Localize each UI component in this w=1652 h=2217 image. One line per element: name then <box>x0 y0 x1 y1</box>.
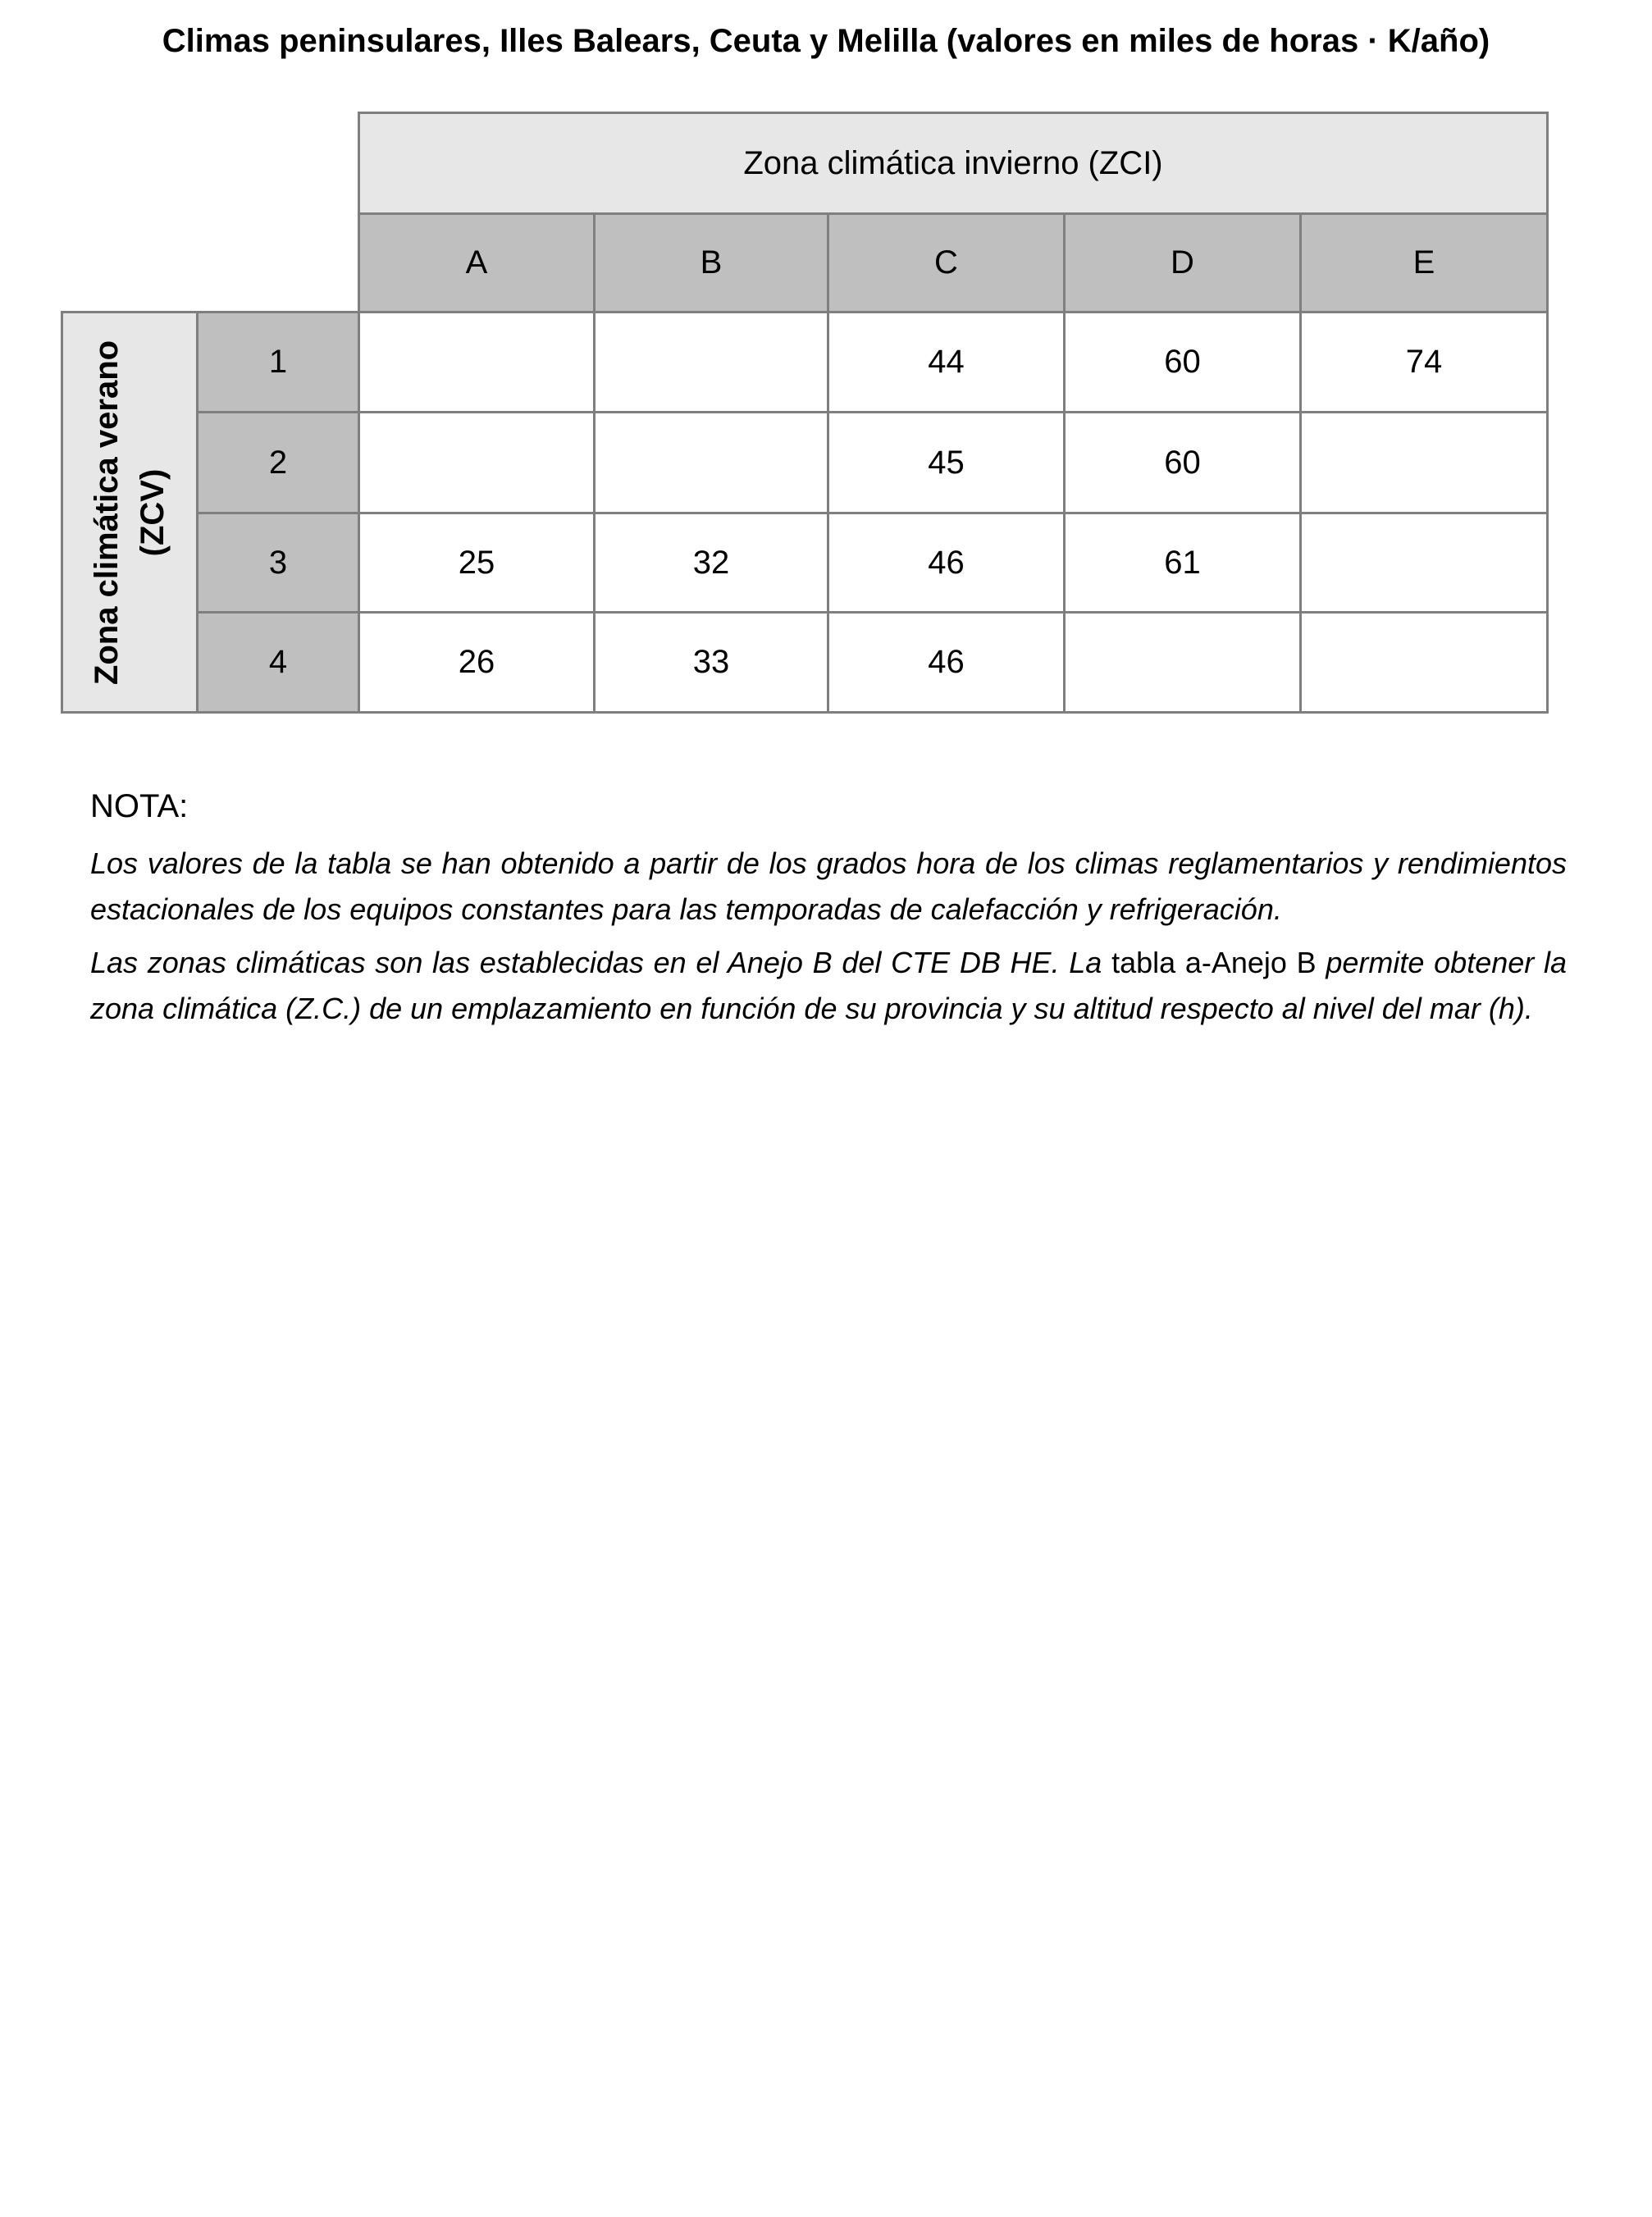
table-cell <box>358 411 596 514</box>
table-cell <box>593 411 829 514</box>
table-cell: 60 <box>1063 311 1302 413</box>
table-cell: 45 <box>827 411 1066 514</box>
table-cell: 60 <box>1063 411 1302 514</box>
column-header-b: B <box>593 212 829 313</box>
table-cell: 25 <box>358 512 596 614</box>
column-header-c: C <box>827 212 1066 313</box>
column-header-d: D <box>1063 212 1302 313</box>
page-title: Climas peninsulares, Illes Balears, Ceuta y Melilla (valores en miles de horas · K/año) <box>162 23 1490 59</box>
table-cell: 44 <box>827 311 1066 413</box>
table-cell <box>1299 611 1549 714</box>
note-label: NOTA: <box>90 788 189 824</box>
row-header-3: 3 <box>196 512 360 614</box>
table-cell: 61 <box>1063 512 1302 614</box>
note-paragraph-1: Los valores de la tabla se han obtenido a partir de los grados hora de los climas reglamentarios y rendimientos estacionales de los equipos constantes para las temporadas de calefacción y refrigeración. <box>90 846 1567 926</box>
note-paragraph-2-part-1: Las zonas climáticas son las establecidas en el Anejo B del CTE DB HE. La <box>90 946 1102 979</box>
row-group-header <box>61 311 199 714</box>
row-group-header-line1: Zona climática verano <box>89 340 125 685</box>
column-header-a: A <box>358 212 596 313</box>
note-paragraph-2-part-3: permite obtener la zona climática (Z.C.) de un emplazamiento en función de su provincia y su altitud respecto al nivel del mar (h). <box>90 946 1567 1025</box>
table-cell <box>1063 611 1302 714</box>
table-cell: 32 <box>593 512 829 614</box>
column-header-e: E <box>1299 212 1549 313</box>
column-group-header: Zona climática invierno (ZCI) <box>358 112 1549 215</box>
row-group-header-text <box>84 340 176 684</box>
row-group-header-line2: (ZCV) <box>135 468 171 556</box>
table-cell <box>593 311 829 413</box>
row-header-2: 2 <box>196 411 360 514</box>
table-cell: 46 <box>827 611 1066 714</box>
table-cell: 74 <box>1299 311 1549 413</box>
note-paragraph-2 <box>90 940 1567 1032</box>
table-cell: 33 <box>593 611 829 714</box>
table-cell <box>358 311 596 413</box>
table-cell: 26 <box>358 611 596 714</box>
row-header-1: 1 <box>196 311 360 413</box>
note-paragraph-2-part-2: tabla a-Anejo B <box>1102 946 1326 979</box>
table-cell <box>1299 512 1549 614</box>
row-header-4: 4 <box>196 611 360 714</box>
table-cell <box>1299 411 1549 514</box>
table-cell: 46 <box>827 512 1066 614</box>
